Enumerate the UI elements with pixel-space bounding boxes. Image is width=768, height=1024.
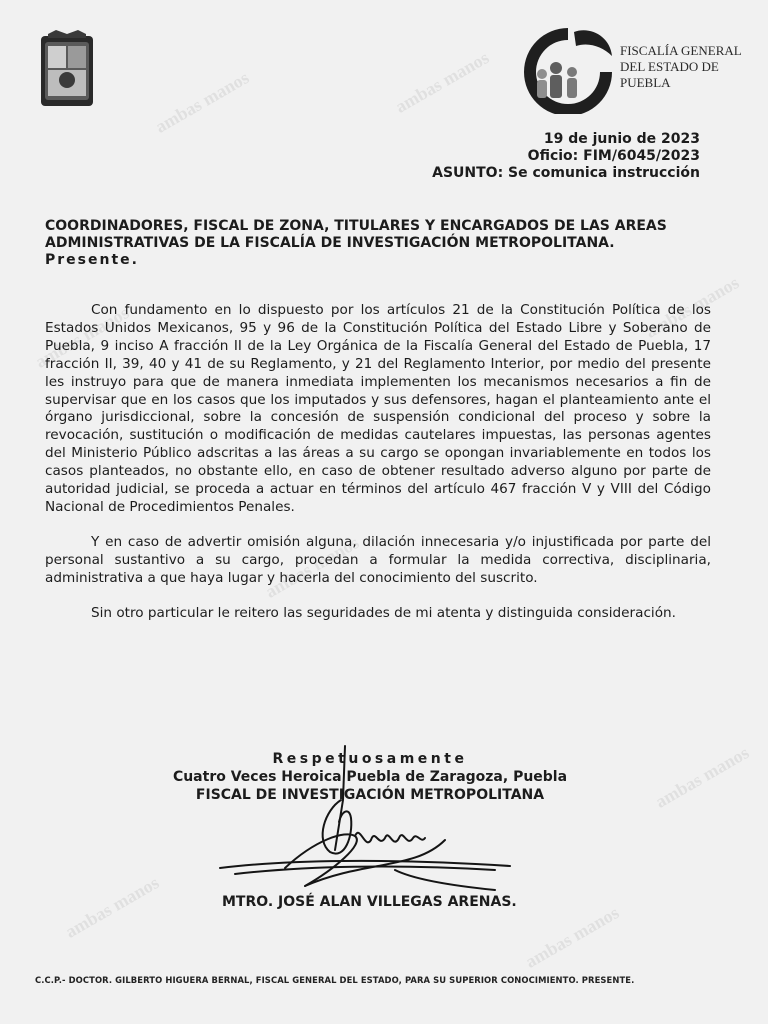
oficio-number: Oficio: FIM/6045/2023 [527,148,700,164]
addressee-block [45,218,735,269]
body-paragraph: Sin otro particular le reitero las seguridades de mi atenta y distinguida consideración. [91,604,676,621]
carbon-copy-line: C.C.P.- DOCTOR. GILBERTO HIGUERA BERNAL, FISCAL GENERAL DEL ESTADO, PARA SU SUPERIOR CONOCIMIENTO. PRESENTE. [35,975,635,985]
watermark: ambas manos [151,67,253,137]
watermark: ambas manos [391,47,493,117]
watermark: ambas manos [641,272,743,342]
presente-line: Presente. [45,252,139,268]
addressee-line: ADMINISTRATIVAS DE LA FISCALÍA DE INVESTIGACIÓN METROPOLITANA. [45,235,615,251]
agency-name-line: DEL ESTADO DE [620,59,719,74]
body-paragraph: Y en caso de advertir omisión alguna, dilación innecesaria y/o injustificada por parte del personal sustantivo a su cargo, procedan a formular la medida correctiva, disciplinaria, administrativa a que haya lugar y hacerla del conocimiento del suscrito. [45,533,711,586]
subject-line: ASUNTO: Se comunica instrucción [432,165,700,181]
agency-name [620,43,742,91]
state-crest-icon [38,30,96,110]
watermark: ambas manos [521,902,623,972]
document-date: 19 de junio de 2023 [543,131,700,147]
watermark: ambas manos [651,742,753,812]
agency-name-line: PUEBLA [620,75,671,90]
city-line: Cuatro Veces Heroica Puebla de Zaragoza, Puebla [172,769,568,785]
watermark: ambas manos [61,872,163,942]
reference-block [432,131,700,182]
watermark: ambas manos [261,532,363,602]
addressee-line: COORDINADORES, FISCAL DE ZONA, TITULARES Y ENCARGADOS DE LAS AREAS [45,218,667,234]
handwritten-signature [215,740,515,910]
fiscalia-logo-icon [518,22,618,114]
signer-name: MTRO. JOSÉ ALAN VILLEGAS ARENAS. [222,894,517,910]
letter-body [45,302,711,640]
office-line: FISCAL DE INVESTIGACIÓN METROPOLITANA [195,787,545,803]
body-paragraph: Con fundamento en lo dispuesto por los artículos 21 de la Constitución Política de los Estados Unidos Mexicanos, 95 y 96 de la Constitución Política del Estado Libre y Soberano de Puebla, 9 inciso A fracción II de la Ley Orgánica de la Fiscalía General del Estado de Puebla, 17 fracción II, 39, 40 y 41 de su Reglamento, y 21 del Reglamento Interior, por medio del presente les instruyo para que de manera inmediata implementen los mecanismos necesarios a fin de supervisar que en los casos que los imputados y sus defensores, hagan el planteamiento ante el órgano jurisdiccional, sobre la concesión de suspensión condicional del proceso y sobre la revocación, sustitución o modificación de medidas cautelares impuestas, las personas agentes del Ministerio Público adscritas a las áreas a su cargo se opongan invariablemente en todos los casos planteados, no obstante ello, en caso de obtener resultado adverso alguno por parte de autoridad judicial, se proceda a actuar en términos del artículo 467 fracción V y VIII del Código Nacional de Procedimientos Penales. [45,302,711,515]
agency-name-line: FISCALÍA GENERAL [620,43,742,58]
watermark: ambas manos [31,302,133,372]
salutation: Respetuosamente [272,751,468,767]
